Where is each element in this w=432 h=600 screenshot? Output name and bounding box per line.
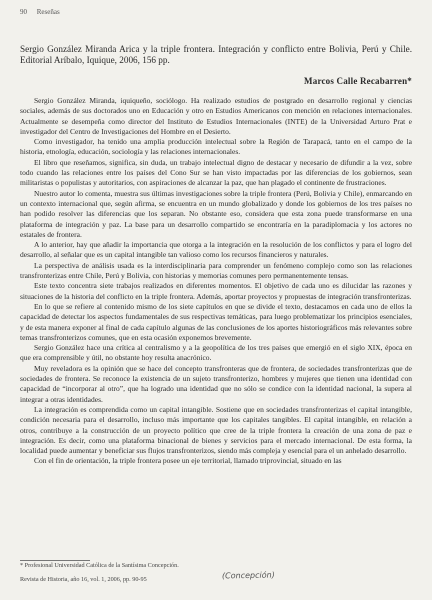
paragraph: Este texto concentra siete trabajos realizados en diferentes momentos. El objetivo de cada uno es dilucidar las razones y situaciones de la historia del conflicto en la triple frontera. Además, aportar proyectos y propuestas de integración transfronterizas. xyxy=(20,281,412,301)
review-author: Marcos Calle Recabarren* xyxy=(304,76,412,86)
section-title: Reseñas xyxy=(36,8,60,16)
paragraph: Con el fin de orientación, la triple frontera posee un eje territorial, llamado triprovincial, situado en las xyxy=(34,456,342,466)
paragraph: Como investigador, ha tenido una amplia producción intelectual sobre la Región de Tarapacá, tanto en el campo de la historia, etnología, educación, sociología y las relaciones internacionales. xyxy=(20,137,412,157)
journal-citation: Revista de Historia, año 16, vol. 1, 2006, pp. 90-95 xyxy=(20,576,147,583)
paragraph: A lo anterior, hay que añadir la importancia que otorga a la integración en la resolución de los conflictos y para el logro del desarrollo, al señalar que es un capital intangible tan valioso como los recursos financieros y naturales. xyxy=(20,240,412,260)
page-number: 90 xyxy=(20,8,27,16)
paragraph: Sergio González hace una crítica al centralismo y a la geopolítica de los tres países que emergió en el siglo XIX, época en que era comprensible y útil, no obstante hoy resulta anacrónico. xyxy=(20,343,412,363)
paragraph: Sergio González Miranda, iquiqueño, sociólogo. Ha realizado estudios de postgrado en desarrollo regional y ciencias sociales, además de sus doctorados uno en Educación y otro en Estudios Americanos con mención en relaciones internacionales. Actualmente se desempeña como director del Instituto de Estudios Internacionales (INTE) de la Universidad Arturo Prat e investigador del Centro de Investigaciones del Hombre en el Desierto. xyxy=(20,96,412,136)
footnote-rule xyxy=(20,560,90,561)
paragraph: La integración es comprendida como un capital intangible. Sostiene que en sociedades transfronterizas el capital intangible, condición necesaria para el desarrollo, incluso más importante que los capitales tangibles. El capital intangible, en relación a otros, contribuye a la construcción de un proyecto político que cree de la triple frontera la creación de una zona de paz e integración. Es decir, como una plataforma binacional de bienes y servicios para el mercado internacional. De esta forma, la localidad puede aumentar y beneficiar sus flujos transfronterizos, siendo más compleja y esencial para el un anhelado desarrollo. xyxy=(20,404,412,456)
handwritten-note: (Concepción) xyxy=(221,570,275,581)
footnote: * Profesional Universidad Católica de la Santísima Concepción. xyxy=(20,562,179,569)
review-body xyxy=(20,96,412,467)
running-header xyxy=(20,8,68,16)
paragraph: La perspectiva de análisis usada es la interdisciplinaria para comprender un fenómeno complejo como son las relaciones transfronterizas entre Chile, Perú y Bolivia, con historias y memorias comunes pero permanentemente tensas. xyxy=(20,260,412,281)
paragraph: Nuestro autor lo comenta, muestra sus últimas investigaciones sobre la triple frontera (Perú, Bolivia y Chile), enmarcando en un contexto internacional que, según afirma, se encuentra en un mundo globalizado y donde los gobiernos de los tres países no han podido resolver las diferencias que los separan. No obstante eso, considera que esta zona puede transformarse en una plataforma de integración y paz. La base para un desarrollo compartido se encontraría en la paradiplomacia y los actores no estatales de frontera. xyxy=(20,188,412,239)
book-reference: Sergio González Miranda Arica y la triple frontera. Integración y conflicto entre Bolivia, Perú y Chile. Editorial Aríbalo, Iquique, 2006, 156 pp. xyxy=(20,44,412,65)
paragraph: En lo que se refiere al contenido mismo de los siete capítulos en que se divide el texto, destacamos en cada uno de ellos la capacidad de detectar los aspectos fundamentales de sus respectivas temáticas, para luego problematizar los principios esenciales, y de esta manera exponer al final de cada capítulo algunas de las conclusiones de los aportes historiográficos más relevantes sobre temas transfronterizos comunes, que en esta ocasión exponemos brevemente. xyxy=(20,301,412,342)
paragraph: El libro que reseñamos, significa, sin duda, un trabajo intelectual digno de destacar y necesario de difundir a la vez, sobre todo cuando las relaciones entre los países del Cono Sur se han visto impactadas por las diferencias de los gobiernos, sean militaristas o populistas y autoritarios, con aspiraciones de alcanzar la paz, que han plagado el continente de frustraciones. xyxy=(20,157,412,188)
paragraph: Muy reveladora es la opinión que se hace del concepto transfronteras que de frontera, de sociedades transfronterizas que de sociedades de frontera. Se reconoce la existencia de un sujeto transfronterizo, hombres y mujeres que tienen una identidad con capacidad de “incorporar al otro”, que ha logrado una identidad que no sólo se condice con la identidad nacional, la supera al integrar a otras identidades. xyxy=(20,363,412,404)
